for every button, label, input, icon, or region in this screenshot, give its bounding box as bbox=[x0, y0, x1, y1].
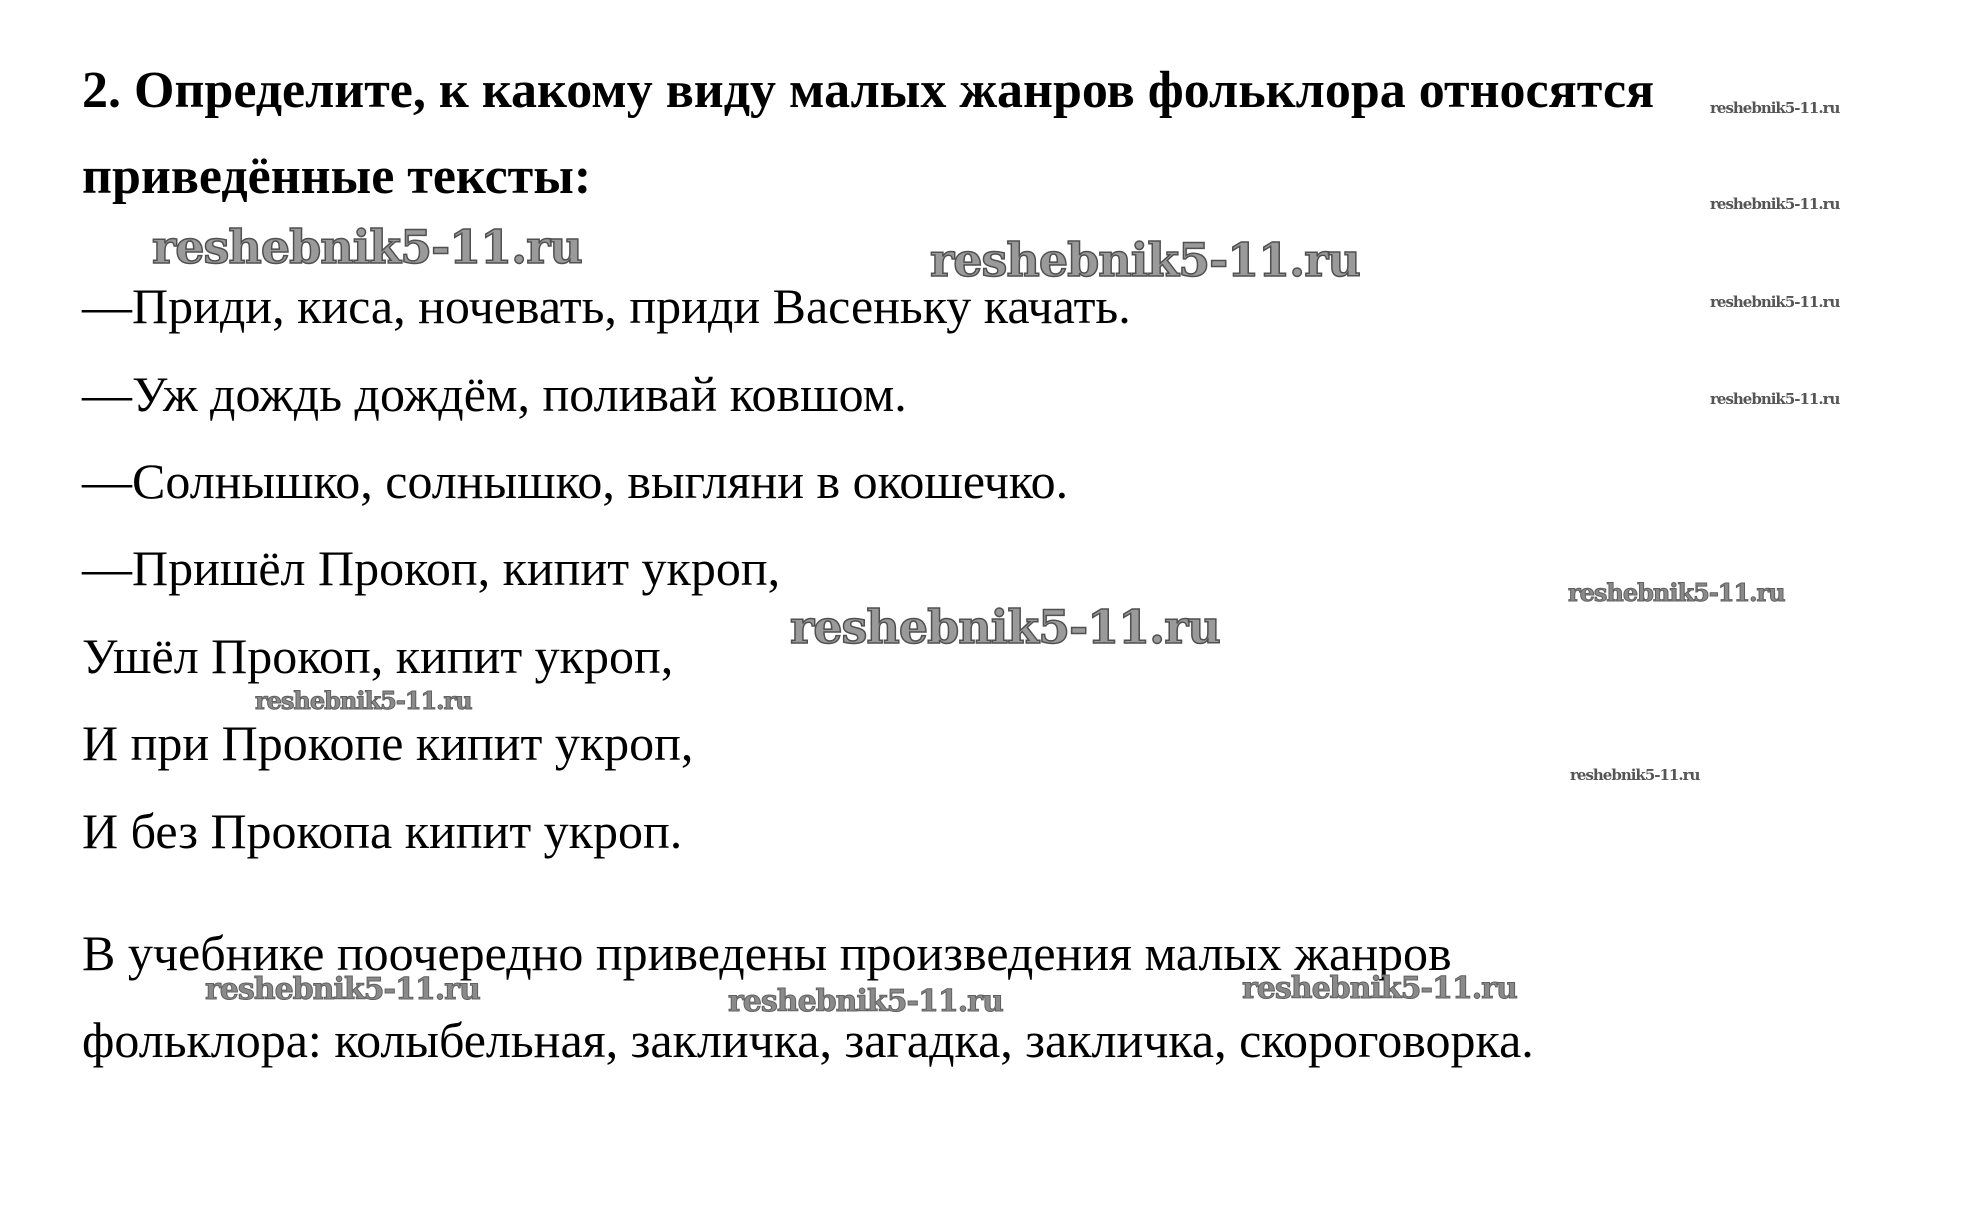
folk-text-line-5: Ушёл Прокоп, кипит укроп, bbox=[82, 628, 674, 684]
watermark: reshebnik5-11.ru bbox=[255, 686, 472, 715]
folk-text-line-4: —Пришёл Прокоп, кипит укроп, bbox=[82, 540, 781, 596]
watermark: reshebnik5-11.ru bbox=[790, 600, 1220, 654]
folk-text-line-1: —Приди, киса, ночевать, приди Васеньку качать. bbox=[82, 278, 1131, 334]
watermark: reshebnik5-11.ru bbox=[205, 972, 480, 1007]
task-heading: 2. Определите, к какому виду малых жанров фольклора относятся приведённые тексты: bbox=[82, 62, 1655, 205]
watermark: reshebnik5-11.ru bbox=[728, 984, 1003, 1019]
watermark: reshebnik5-11.ru bbox=[1710, 390, 1840, 408]
watermark: reshebnik5-11.ru bbox=[1710, 195, 1840, 213]
folk-text-line-7: И без Прокопа кипит укроп. bbox=[82, 803, 683, 859]
watermark: reshebnik5-11.ru bbox=[1568, 578, 1785, 607]
watermark: reshebnik5-11.ru bbox=[930, 233, 1360, 287]
watermark: reshebnik5-11.ru bbox=[1710, 99, 1840, 117]
folk-text-line-2: —Уж дождь дождём, поливай ковшом. bbox=[82, 366, 907, 422]
folk-text-line-6: И при Прокопе кипит укроп, bbox=[82, 715, 694, 771]
watermark: reshebnik5-11.ru bbox=[1710, 293, 1840, 311]
watermark: reshebnik5-11.ru bbox=[1570, 766, 1700, 784]
watermark: reshebnik5-11.ru bbox=[1242, 971, 1517, 1006]
folk-text-line-3: —Солнышко, солнышко, выгляни в окошечко. bbox=[82, 453, 1069, 509]
watermark: reshebnik5-11.ru bbox=[152, 220, 582, 274]
answer-line-2: фольклора: колыбельная, закличка, загадка, закличка, скороговорка. bbox=[82, 1012, 1534, 1068]
answer-line-1: В учебнике поочередно приведены произведения малых жанров bbox=[82, 925, 1452, 981]
